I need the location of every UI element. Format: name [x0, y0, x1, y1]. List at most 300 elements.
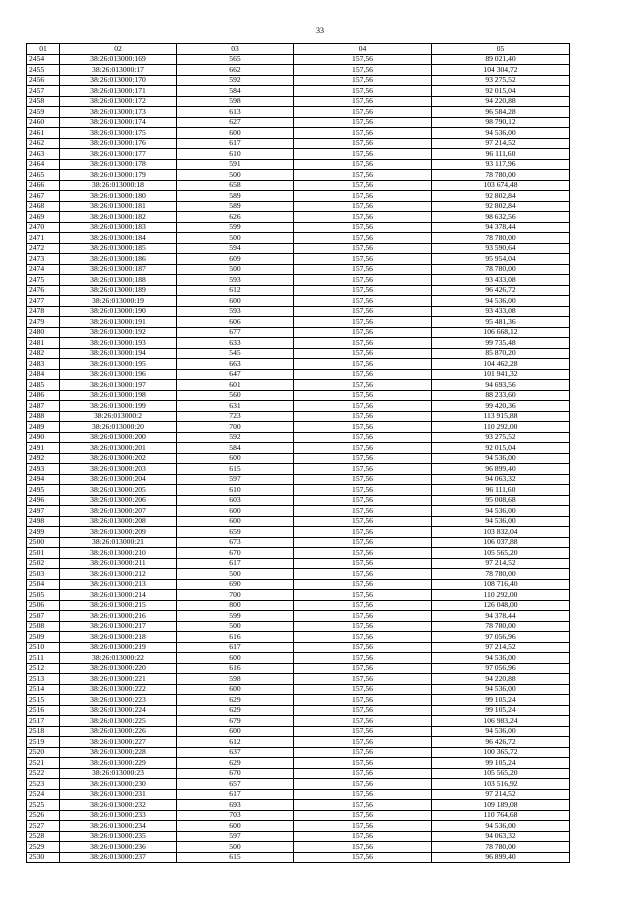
value-cell: 105 565,20	[432, 548, 570, 559]
cadastral-number-cell: 38:26:013000:180	[60, 191, 177, 202]
area-cell: 616	[177, 663, 294, 674]
cadastral-number-cell: 38:26:013000:216	[60, 611, 177, 622]
area-cell: 610	[177, 149, 294, 160]
value-cell: 92 015,04	[432, 443, 570, 454]
table-row	[27, 170, 570, 181]
cadastral-number-cell: 38:26:013000:225	[60, 716, 177, 727]
table-row	[27, 716, 570, 727]
rate-cell: 157,56	[294, 705, 432, 716]
rate-cell: 157,56	[294, 663, 432, 674]
table-row	[27, 443, 570, 454]
table-row	[27, 506, 570, 517]
area-cell: 589	[177, 201, 294, 212]
table-row	[27, 548, 570, 559]
value-cell: 94 378,44	[432, 222, 570, 233]
value-cell: 92 802,84	[432, 201, 570, 212]
row-number-cell: 2469	[27, 212, 60, 223]
table-row	[27, 254, 570, 265]
cadastral-number-cell: 38:26:013000:175	[60, 128, 177, 139]
rate-cell: 157,56	[294, 54, 432, 65]
table-row	[27, 852, 570, 863]
area-cell: 629	[177, 695, 294, 706]
cadastral-number-cell: 38:26:013000:189	[60, 285, 177, 296]
table-row	[27, 306, 570, 317]
rate-cell: 157,56	[294, 747, 432, 758]
cadastral-number-cell: 38:26:013000:215	[60, 600, 177, 611]
row-number-cell: 2520	[27, 747, 60, 758]
area-cell: 500	[177, 569, 294, 580]
row-number-cell: 2510	[27, 642, 60, 653]
value-cell: 94 063,32	[432, 474, 570, 485]
rate-cell: 157,56	[294, 317, 432, 328]
value-cell: 100 365,72	[432, 747, 570, 758]
column-header-04: 04	[294, 44, 432, 55]
value-cell: 97 214,52	[432, 642, 570, 653]
value-cell: 92 015,04	[432, 86, 570, 97]
row-number-cell: 2455	[27, 65, 60, 76]
table-row	[27, 474, 570, 485]
table-row	[27, 317, 570, 328]
rate-cell: 157,56	[294, 810, 432, 821]
value-cell: 78 780,00	[432, 264, 570, 275]
table-row	[27, 327, 570, 338]
cadastral-number-cell: 38:26:013000:182	[60, 212, 177, 223]
value-cell: 94 536,00	[432, 516, 570, 527]
table-row	[27, 653, 570, 664]
area-cell: 659	[177, 527, 294, 538]
value-cell: 94 536,00	[432, 821, 570, 832]
value-cell: 89 021,40	[432, 54, 570, 65]
cadastral-number-cell: 38:26:013000:184	[60, 233, 177, 244]
cadastral-number-cell: 38:26:013000:208	[60, 516, 177, 527]
value-cell: 95 481,36	[432, 317, 570, 328]
table-row	[27, 642, 570, 653]
value-cell: 104 304,72	[432, 65, 570, 76]
rate-cell: 157,56	[294, 275, 432, 286]
table-row	[27, 737, 570, 748]
cadastral-number-cell: 38:26:013000:2	[60, 411, 177, 422]
table-row	[27, 821, 570, 832]
area-cell: 591	[177, 159, 294, 170]
rate-cell: 157,56	[294, 380, 432, 391]
cadastral-number-cell: 38:26:013000:186	[60, 254, 177, 265]
area-cell: 500	[177, 621, 294, 632]
cadastral-number-cell: 38:26:013000:230	[60, 779, 177, 790]
table-header-row	[27, 44, 570, 55]
cadastral-number-cell: 38:26:013000:222	[60, 684, 177, 695]
row-number-cell: 2507	[27, 611, 60, 622]
cadastral-table	[26, 43, 570, 863]
area-cell: 629	[177, 705, 294, 716]
table-row	[27, 516, 570, 527]
rate-cell: 157,56	[294, 348, 432, 359]
table-row	[27, 191, 570, 202]
cadastral-number-cell: 38:26:013000:231	[60, 789, 177, 800]
row-number-cell: 2480	[27, 327, 60, 338]
cadastral-number-cell: 38:26:013000:212	[60, 569, 177, 580]
area-cell: 593	[177, 275, 294, 286]
value-cell: 94 536,00	[432, 726, 570, 737]
cadastral-number-cell: 38:26:013000:229	[60, 758, 177, 769]
row-number-cell: 2504	[27, 579, 60, 590]
value-cell: 99 105,24	[432, 695, 570, 706]
value-cell: 99 420,36	[432, 401, 570, 412]
cadastral-number-cell: 38:26:013000:221	[60, 674, 177, 685]
row-number-cell: 2490	[27, 432, 60, 443]
rate-cell: 157,56	[294, 852, 432, 863]
cadastral-number-cell: 38:26:013000:220	[60, 663, 177, 674]
table-row	[27, 600, 570, 611]
area-cell: 677	[177, 327, 294, 338]
row-number-cell: 2458	[27, 96, 60, 107]
value-cell: 94 536,00	[432, 453, 570, 464]
rate-cell: 157,56	[294, 579, 432, 590]
area-cell: 565	[177, 54, 294, 65]
area-cell: 592	[177, 432, 294, 443]
area-cell: 662	[177, 65, 294, 76]
area-cell: 500	[177, 170, 294, 181]
row-number-cell: 2502	[27, 558, 60, 569]
area-cell: 612	[177, 285, 294, 296]
cadastral-number-cell: 38:26:013000:174	[60, 117, 177, 128]
cadastral-number-cell: 38:26:013000:200	[60, 432, 177, 443]
table-row	[27, 159, 570, 170]
rate-cell: 157,56	[294, 726, 432, 737]
value-cell: 103 516,92	[432, 779, 570, 790]
area-cell: 600	[177, 726, 294, 737]
cadastral-number-cell: 38:26:013000:202	[60, 453, 177, 464]
rate-cell: 157,56	[294, 285, 432, 296]
value-cell: 94 063,32	[432, 831, 570, 842]
value-cell: 95 954,04	[432, 254, 570, 265]
cadastral-number-cell: 38:26:013000:204	[60, 474, 177, 485]
rate-cell: 157,56	[294, 768, 432, 779]
rate-cell: 157,56	[294, 558, 432, 569]
row-number-cell: 2464	[27, 159, 60, 170]
rate-cell: 157,56	[294, 65, 432, 76]
value-cell: 126 048,00	[432, 600, 570, 611]
row-number-cell: 2498	[27, 516, 60, 527]
table-row	[27, 684, 570, 695]
row-number-cell: 2513	[27, 674, 60, 685]
row-number-cell: 2487	[27, 401, 60, 412]
value-cell: 94 536,00	[432, 684, 570, 695]
table-row	[27, 432, 570, 443]
row-number-cell: 2506	[27, 600, 60, 611]
row-number-cell: 2482	[27, 348, 60, 359]
table-row	[27, 453, 570, 464]
row-number-cell: 2470	[27, 222, 60, 233]
cadastral-number-cell: 38:26:013000:178	[60, 159, 177, 170]
cadastral-number-cell: 38:26:013000:205	[60, 485, 177, 496]
area-cell: 600	[177, 684, 294, 695]
cadastral-number-cell: 38:26:013000:177	[60, 149, 177, 160]
cadastral-number-cell: 38:26:013000:201	[60, 443, 177, 454]
value-cell: 94 536,00	[432, 506, 570, 517]
rate-cell: 157,56	[294, 159, 432, 170]
table-row	[27, 768, 570, 779]
rate-cell: 157,56	[294, 453, 432, 464]
value-cell: 97 056,96	[432, 632, 570, 643]
cadastral-number-cell: 38:26:013000:23	[60, 768, 177, 779]
value-cell: 97 214,52	[432, 558, 570, 569]
area-cell: 617	[177, 642, 294, 653]
rate-cell: 157,56	[294, 411, 432, 422]
value-cell: 78 780,00	[432, 621, 570, 632]
table-row	[27, 485, 570, 496]
value-cell: 109 189,08	[432, 800, 570, 811]
value-cell: 95 008,68	[432, 495, 570, 506]
cadastral-number-cell: 38:26:013000:187	[60, 264, 177, 275]
row-number-cell: 2494	[27, 474, 60, 485]
rate-cell: 157,56	[294, 264, 432, 275]
area-cell: 670	[177, 548, 294, 559]
table-row	[27, 779, 570, 790]
value-cell: 78 780,00	[432, 842, 570, 853]
row-number-cell: 2466	[27, 180, 60, 191]
area-cell: 700	[177, 590, 294, 601]
row-number-cell: 2512	[27, 663, 60, 674]
cadastral-number-cell: 38:26:013000:227	[60, 737, 177, 748]
value-cell: 94 536,00	[432, 653, 570, 664]
cadastral-number-cell: 38:26:013000:179	[60, 170, 177, 181]
table-row	[27, 243, 570, 254]
rate-cell: 157,56	[294, 590, 432, 601]
cadastral-number-cell: 38:26:013000:232	[60, 800, 177, 811]
cadastral-number-cell: 38:26:013000:196	[60, 369, 177, 380]
row-number-cell: 2481	[27, 338, 60, 349]
value-cell: 93 433,08	[432, 275, 570, 286]
cadastral-number-cell: 38:26:013000:197	[60, 380, 177, 391]
cadastral-number-cell: 38:26:013000:198	[60, 390, 177, 401]
row-number-cell: 2483	[27, 359, 60, 370]
cadastral-number-cell: 38:26:013000:207	[60, 506, 177, 517]
area-cell: 615	[177, 464, 294, 475]
cadastral-number-cell: 38:26:013000:173	[60, 107, 177, 118]
row-number-cell: 2465	[27, 170, 60, 181]
value-cell: 103 832,04	[432, 527, 570, 538]
table-row	[27, 296, 570, 307]
area-cell: 592	[177, 75, 294, 86]
row-number-cell: 2493	[27, 464, 60, 475]
value-cell: 101 941,32	[432, 369, 570, 380]
rate-cell: 157,56	[294, 201, 432, 212]
area-cell: 600	[177, 653, 294, 664]
rate-cell: 157,56	[294, 789, 432, 800]
cadastral-number-cell: 38:26:013000:22	[60, 653, 177, 664]
table-row	[27, 569, 570, 580]
cadastral-number-cell: 38:26:013000:218	[60, 632, 177, 643]
column-header-05: 05	[432, 44, 570, 55]
value-cell: 106 668,12	[432, 327, 570, 338]
table-row	[27, 579, 570, 590]
rate-cell: 157,56	[294, 369, 432, 380]
row-number-cell: 2523	[27, 779, 60, 790]
table-row	[27, 107, 570, 118]
value-cell: 110 292,00	[432, 590, 570, 601]
rate-cell: 157,56	[294, 128, 432, 139]
area-cell: 617	[177, 558, 294, 569]
row-number-cell: 2519	[27, 737, 60, 748]
area-cell: 599	[177, 611, 294, 622]
row-number-cell: 2471	[27, 233, 60, 244]
row-number-cell: 2485	[27, 380, 60, 391]
area-cell: 658	[177, 180, 294, 191]
rate-cell: 157,56	[294, 296, 432, 307]
cadastral-number-cell: 38:26:013000:203	[60, 464, 177, 475]
row-number-cell: 2454	[27, 54, 60, 65]
cadastral-number-cell: 38:26:013000:235	[60, 831, 177, 842]
area-cell: 584	[177, 443, 294, 454]
column-header-03: 03	[177, 44, 294, 55]
area-cell: 670	[177, 768, 294, 779]
area-cell: 629	[177, 758, 294, 769]
area-cell: 617	[177, 138, 294, 149]
rate-cell: 157,56	[294, 821, 432, 832]
table-row	[27, 380, 570, 391]
cadastral-number-cell: 38:26:013000:190	[60, 306, 177, 317]
table-row	[27, 632, 570, 643]
table-row	[27, 180, 570, 191]
table-row	[27, 348, 570, 359]
table-row	[27, 464, 570, 475]
cadastral-number-cell: 38:26:013000:18	[60, 180, 177, 191]
table-row	[27, 149, 570, 160]
row-number-cell: 2518	[27, 726, 60, 737]
value-cell: 96 584,28	[432, 107, 570, 118]
cadastral-number-cell: 38:26:013000:183	[60, 222, 177, 233]
rate-cell: 157,56	[294, 527, 432, 538]
value-cell: 93 275,52	[432, 432, 570, 443]
value-cell: 99 105,24	[432, 705, 570, 716]
row-number-cell: 2489	[27, 422, 60, 433]
rate-cell: 157,56	[294, 779, 432, 790]
row-number-cell: 2484	[27, 369, 60, 380]
value-cell: 103 674,48	[432, 180, 570, 191]
rate-cell: 157,56	[294, 149, 432, 160]
rate-cell: 157,56	[294, 548, 432, 559]
value-cell: 93 275,52	[432, 75, 570, 86]
cadastral-number-cell: 38:26:013000:199	[60, 401, 177, 412]
value-cell: 78 780,00	[432, 170, 570, 181]
value-cell: 96 899,40	[432, 464, 570, 475]
row-number-cell: 2468	[27, 201, 60, 212]
rate-cell: 157,56	[294, 611, 432, 622]
area-cell: 598	[177, 96, 294, 107]
rate-cell: 157,56	[294, 716, 432, 727]
row-number-cell: 2474	[27, 264, 60, 275]
value-cell: 94 378,44	[432, 611, 570, 622]
area-cell: 663	[177, 359, 294, 370]
value-cell: 110 764,68	[432, 810, 570, 821]
cadastral-number-cell: 38:26:013000:21	[60, 537, 177, 548]
area-cell: 560	[177, 390, 294, 401]
area-cell: 594	[177, 243, 294, 254]
cadastral-number-cell: 38:26:013000:209	[60, 527, 177, 538]
value-cell: 96 899,40	[432, 852, 570, 863]
rate-cell: 157,56	[294, 443, 432, 454]
area-cell: 615	[177, 852, 294, 863]
rate-cell: 157,56	[294, 180, 432, 191]
rate-cell: 157,56	[294, 107, 432, 118]
row-number-cell: 2476	[27, 285, 60, 296]
rate-cell: 157,56	[294, 758, 432, 769]
rate-cell: 157,56	[294, 684, 432, 695]
cadastral-number-cell: 38:26:013000:213	[60, 579, 177, 590]
rate-cell: 157,56	[294, 212, 432, 223]
row-number-cell: 2524	[27, 789, 60, 800]
row-number-cell: 2500	[27, 537, 60, 548]
row-number-cell: 2473	[27, 254, 60, 265]
rate-cell: 157,56	[294, 842, 432, 853]
table-row	[27, 222, 570, 233]
value-cell: 97 214,52	[432, 789, 570, 800]
value-cell: 110 292,00	[432, 422, 570, 433]
rate-cell: 157,56	[294, 474, 432, 485]
table-row	[27, 842, 570, 853]
area-cell: 598	[177, 674, 294, 685]
row-number-cell: 2509	[27, 632, 60, 643]
cadastral-number-cell: 38:26:013000:224	[60, 705, 177, 716]
value-cell: 93 590,64	[432, 243, 570, 254]
area-cell: 600	[177, 296, 294, 307]
row-number-cell: 2479	[27, 317, 60, 328]
value-cell: 78 780,00	[432, 569, 570, 580]
table-row	[27, 705, 570, 716]
table-row	[27, 401, 570, 412]
cadastral-number-cell: 38:26:013000:223	[60, 695, 177, 706]
table-row	[27, 726, 570, 737]
area-cell: 800	[177, 600, 294, 611]
cadastral-number-cell: 38:26:013000:185	[60, 243, 177, 254]
area-cell: 545	[177, 348, 294, 359]
row-number-cell: 2526	[27, 810, 60, 821]
rate-cell: 157,56	[294, 138, 432, 149]
row-number-cell: 2477	[27, 296, 60, 307]
table-row	[27, 75, 570, 86]
page-number: 33	[316, 26, 324, 35]
rate-cell: 157,56	[294, 831, 432, 842]
row-number-cell: 2478	[27, 306, 60, 317]
rate-cell: 157,56	[294, 600, 432, 611]
table-row	[27, 611, 570, 622]
row-number-cell: 2467	[27, 191, 60, 202]
cadastral-number-cell: 38:26:013000:210	[60, 548, 177, 559]
row-number-cell: 2503	[27, 569, 60, 580]
table-body	[27, 54, 570, 863]
table-row	[27, 138, 570, 149]
rate-cell: 157,56	[294, 191, 432, 202]
rate-cell: 157,56	[294, 485, 432, 496]
rate-cell: 157,56	[294, 75, 432, 86]
table-row	[27, 233, 570, 244]
rate-cell: 157,56	[294, 254, 432, 265]
cadastral-number-cell: 38:26:013000:192	[60, 327, 177, 338]
value-cell: 93 117,96	[432, 159, 570, 170]
area-cell: 599	[177, 222, 294, 233]
rate-cell: 157,56	[294, 516, 432, 527]
area-cell: 610	[177, 485, 294, 496]
table-row	[27, 831, 570, 842]
area-cell: 616	[177, 632, 294, 643]
rate-cell: 157,56	[294, 327, 432, 338]
row-number-cell: 2505	[27, 590, 60, 601]
column-header-01: 01	[27, 44, 60, 55]
row-number-cell: 2495	[27, 485, 60, 496]
value-cell: 78 780,00	[432, 233, 570, 244]
value-cell: 99 105,24	[432, 758, 570, 769]
value-cell: 88 233,60	[432, 390, 570, 401]
